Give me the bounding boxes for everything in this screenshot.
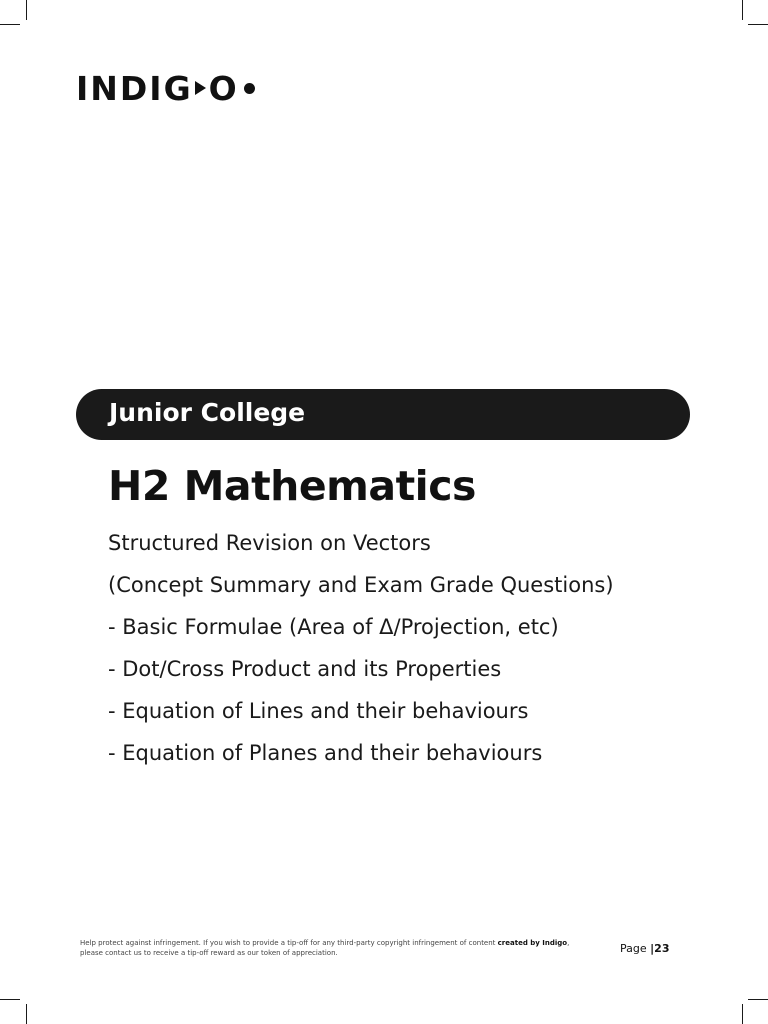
indigo-logo <box>76 70 255 106</box>
notice-text: , please contact us to receive a tip-off reward as our token of appreciation. <box>80 939 570 957</box>
play-arrow-icon <box>195 81 206 95</box>
dot-icon <box>244 83 255 94</box>
page-separator: | <box>650 942 655 955</box>
logo-text-end: O <box>208 68 239 108</box>
crop-mark <box>26 1004 27 1024</box>
notice-bold: created by Indigo <box>497 939 568 947</box>
section-banner <box>76 389 690 440</box>
subtitle-line: (Concept Summary and Exam Grade Questions) <box>108 573 614 597</box>
crop-mark <box>742 0 743 20</box>
crop-mark <box>748 999 768 1000</box>
crop-mark <box>0 24 20 25</box>
crop-mark <box>748 24 768 25</box>
topic-item: - Equation of Planes and their behaviours <box>108 741 543 765</box>
page-number-value: 23 <box>654 942 670 955</box>
topic-item: - Basic Formulae (Area of Δ/Projection, etc) <box>108 615 559 639</box>
infringement-notice <box>80 938 580 958</box>
page-number <box>620 942 669 955</box>
page-title: H2 Mathematics <box>108 462 476 510</box>
notice-text: Help protect against infringement. If you wish to provide a tip-off for any third-party copyright infringement of content <box>80 939 498 947</box>
crop-mark <box>26 0 27 20</box>
subtitle-line: Structured Revision on Vectors <box>108 531 431 555</box>
crop-mark <box>0 999 20 1000</box>
topic-list <box>108 528 614 780</box>
crop-mark <box>742 1004 743 1024</box>
logo-text: INDIG <box>76 68 193 108</box>
topic-item: - Equation of Lines and their behaviours <box>108 699 529 723</box>
topic-item: - Dot/Cross Product and its Properties <box>108 657 502 681</box>
page-label: Page <box>620 942 647 955</box>
banner-label: Junior College <box>109 398 306 427</box>
